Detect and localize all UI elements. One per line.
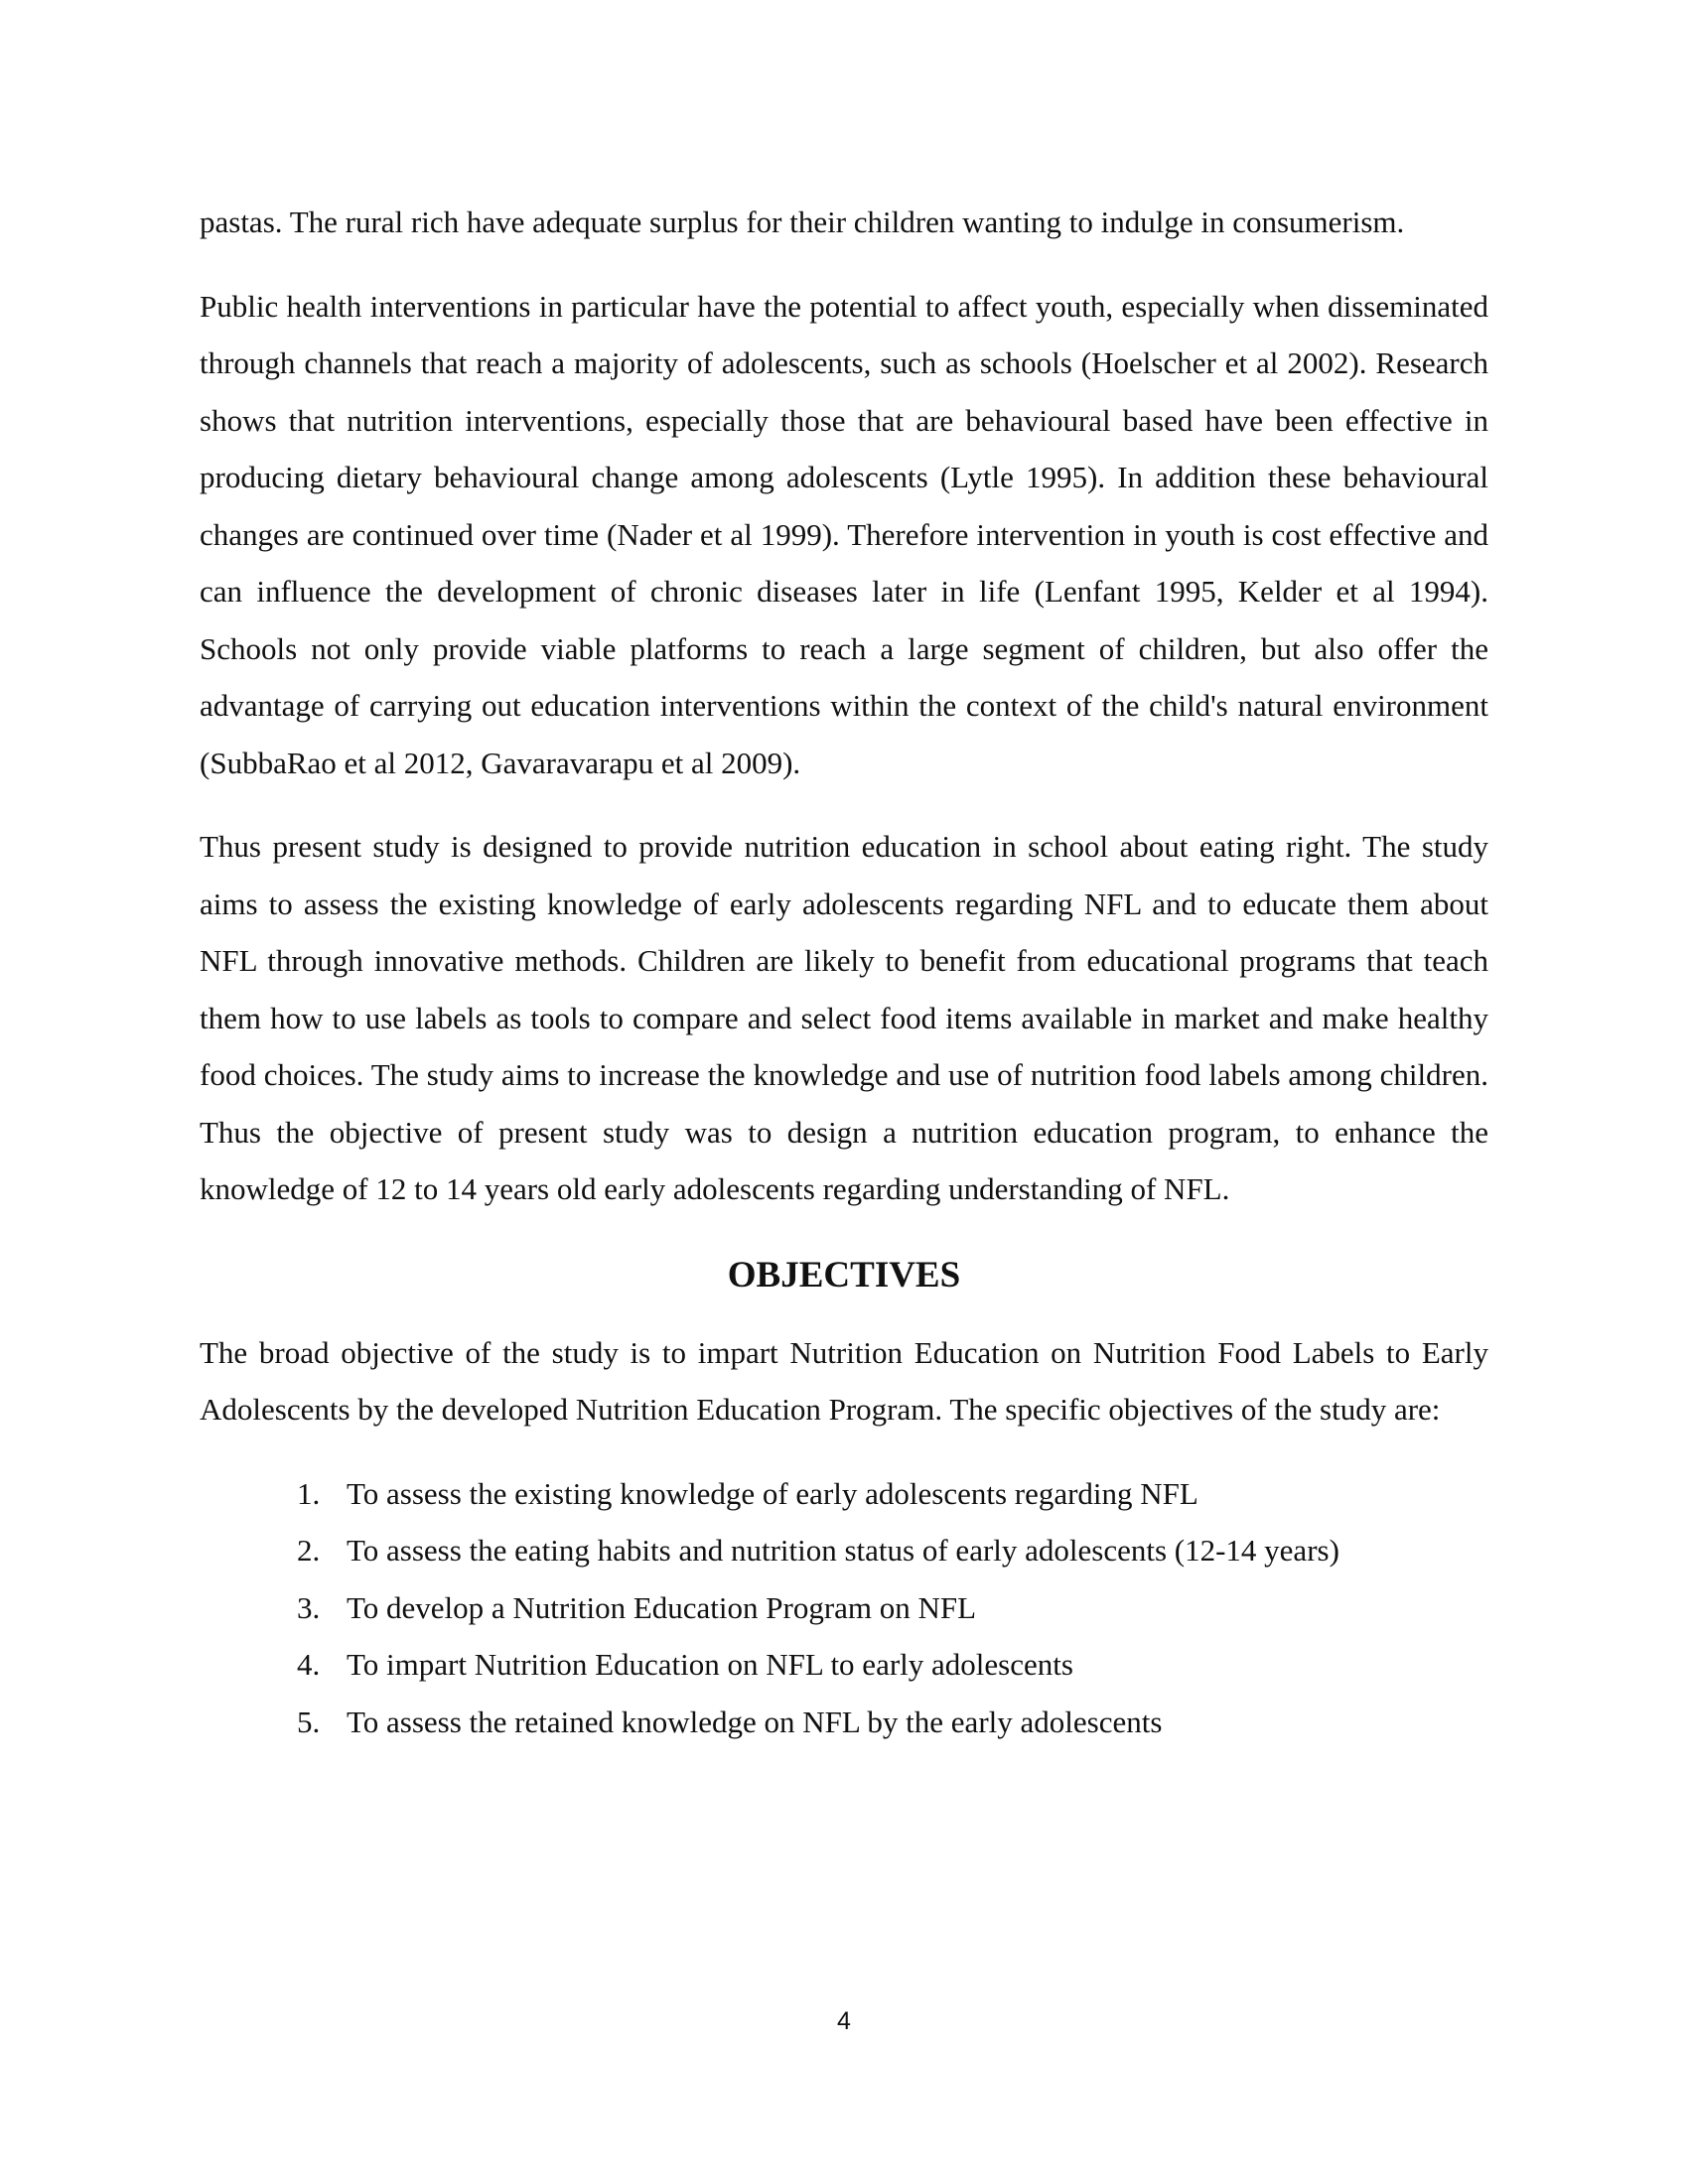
objectives-intro: The broad objective of the study is to impart Nutrition Education on Nutrition Food Labels to Early Adolescents by the developed Nutrition Education Program. The specific objectives of the study are: — [200, 1334, 1488, 1427]
objective-number: 1. — [297, 1475, 321, 1511]
objectives-heading: OBJECTIVES — [727, 1254, 961, 1296]
objective-text: To assess the retained knowledge on NFL by the early adolescents — [347, 1704, 1163, 1739]
objective-item — [297, 1579, 1488, 1637]
objectives-list — [200, 1465, 1488, 1751]
objective-text: To assess the eating habits and nutrition status of early adolescents (12-14 years) — [347, 1533, 1339, 1568]
objective-text: To impart Nutrition Education on NFL to early adolescents — [347, 1647, 1073, 1682]
page-number: 4 — [837, 2007, 851, 2035]
objective-number: 3. — [297, 1589, 321, 1625]
objective-number: 2. — [297, 1533, 321, 1568]
objective-number: 5. — [297, 1704, 321, 1739]
objective-text: To assess the existing knowledge of early adolescents regarding NFL — [347, 1475, 1198, 1511]
objective-number: 4. — [297, 1647, 321, 1682]
document-page — [200, 194, 1488, 1750]
paragraph-public-health: Public health interventions in particular have the potential to affect youth, especially when disseminated through channels that reach a majority of adolescents, such as schools (Hoelscher et al 2002). Research shows that nutrition interventions, especially those that are behavioural based have been effective in producing dietary behavioural change among adolescents (Lytle 1995). In addition these behavioural changes are continued over time (Nader et al 1999). Therefore intervention in youth is cost effective and can influence the development of chronic diseases later in life (Lenfant 1995, Kelder et al 1994). Schools not only provide viable platforms to reach a large segment of children, but also offer the advantage of carrying out education interventions within the context of the child's natural environment (SubbaRao et al 2012, Gavaravarapu et al 2009). — [200, 288, 1488, 780]
objective-item — [297, 1465, 1488, 1523]
objective-item — [297, 1636, 1488, 1694]
objective-item — [297, 1694, 1488, 1751]
paragraph-consumerism: pastas. The rural rich have adequate surplus for their children wanting to indulge in consumerism. — [200, 205, 1405, 239]
objective-item — [297, 1522, 1488, 1579]
paragraph-present-study: Thus present study is designed to provide nutrition education in school about eating right. The study aims to assess the existing knowledge of early adolescents regarding NFL and to educate them about NFL through innovative methods. Children are likely to benefit from educational programs that teach them how to use labels as tools to compare and select food items available in market and make healthy food choices. The study aims to increase the knowledge and use of nutrition food labels among children. Thus the objective of present study was to design a nutrition education program, to enhance the knowledge of 12 to 14 years old early adolescents regarding understanding of NFL. — [200, 829, 1488, 1206]
objective-text: To develop a Nutrition Education Program on NFL — [347, 1589, 977, 1625]
